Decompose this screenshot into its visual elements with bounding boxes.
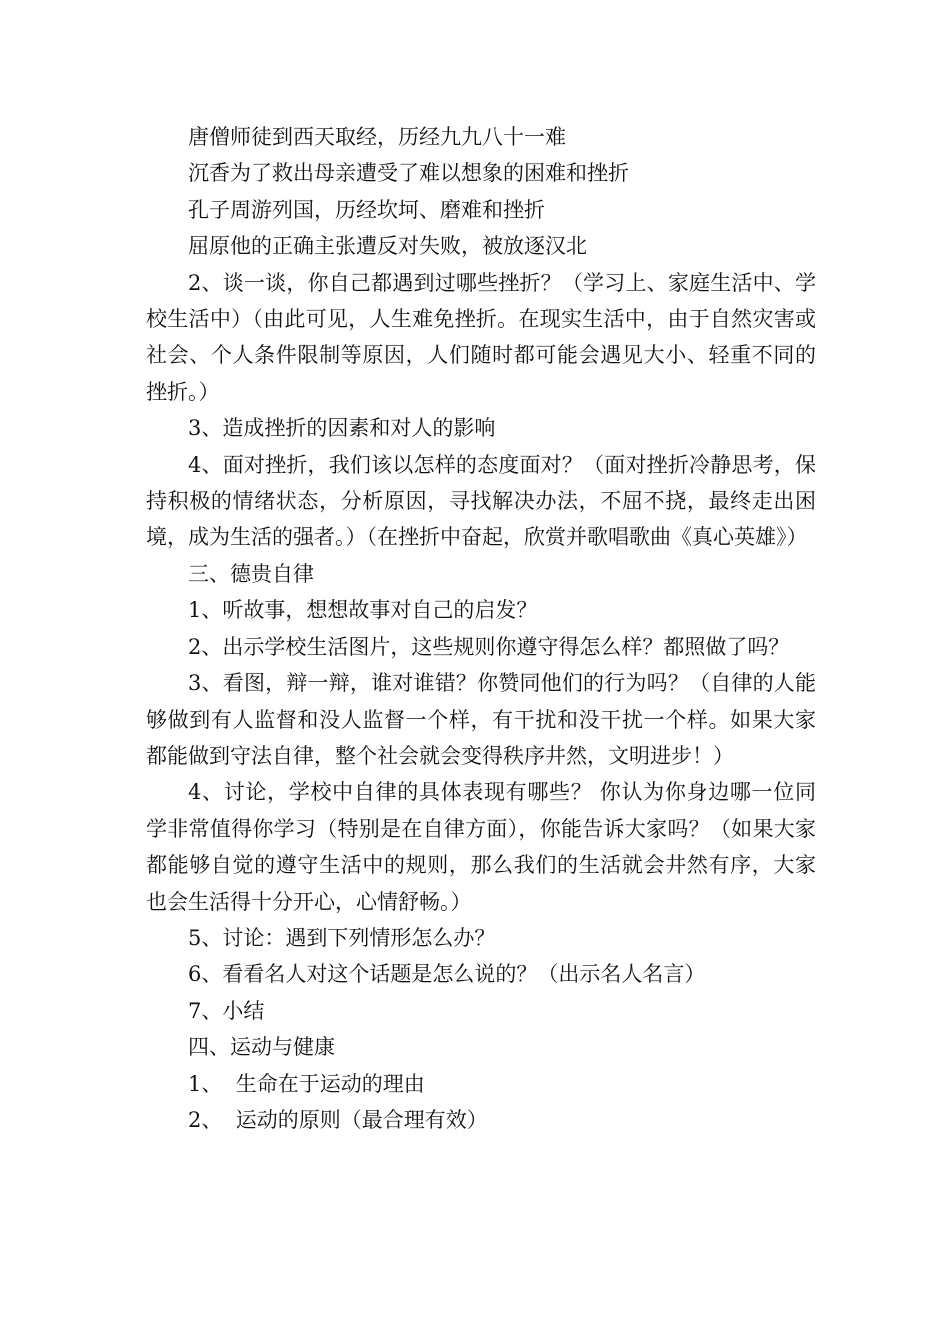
document-body (146, 119, 816, 1138)
paragraph-quyuan: 屈原他的正确主张遭反对失败，被放逐汉北 (188, 234, 587, 259)
paragraph-item-7-summary: 7、小结 (188, 998, 265, 1023)
paragraph-item-5-situations: 5、讨论：遇到下列情形怎么办？ (188, 925, 496, 950)
section-heading-sports-health: 四、运动与健康 (188, 1035, 335, 1060)
paragraph-item-1-reasons: 1、 生命在于运动的理由 (188, 1071, 425, 1096)
paragraph-item-4-discussion: 4、讨论，学校中自律的具体表现有哪些？ 你认为你身边哪一位同学非常值得你学习（特别是在自律方面），你能告诉大家吗？（如果大家都能够自觉的遵守生活中的规则，那么我们的生活就会井然有序，大家也会生活得十分开心，心情舒畅。） (146, 780, 816, 914)
paragraph-item-3-debate: 3、看图，辩一辩，谁对谁错？你赞同他们的行为吗？（自律的人能够做到有人监督和没人监督一个样，有干扰和没干扰一个样。如果大家都能做到守法自律，整个社会就会变得秩序井然，文明进步！） (146, 671, 816, 768)
paragraph-item-2-principles: 2、 运动的原则（最合理有效） (188, 1107, 488, 1132)
paragraph-tang-monk: 唐僧师徒到西天取经，历经九九八十一难 (188, 125, 566, 149)
paragraph-item-2-rules: 2、出示学校生活图片，这些规则你遵守得怎么样？都照做了吗？ (188, 634, 790, 659)
paragraph-item-2-setbacks: 2、谈一谈，你自己都遇到过哪些挫折？（学习上、家庭生活中、学校生活中）（由此可见，人生难免挫折。在现实生活中，由于自然灾害或社会、个人条件限制等原因，人们随时都可能会遇见大小、轻重不同的挫折。） (146, 270, 816, 404)
paragraph-item-3-factors: 3、造成挫折的因素和对人的影响 (188, 416, 496, 441)
paragraph-item-4-attitude: 4、面对挫折，我们该以怎样的态度面对？（面对挫折冷静思考，保持积极的情绪状态，分析原因，寻找解决办法，不屈不挠，最终走出困境，成为生活的强者。）（在挫折中奋起，欣赏并歌唱歌曲《真心英雄》） (146, 452, 816, 550)
paragraph-item-1-story: 1、听故事，想想故事对自己的启发？ (188, 598, 538, 623)
paragraph-confucius: 孔子周游列国，历经坎坷、磨难和挫折 (188, 197, 545, 222)
section-heading-self-discipline: 三、德贵自律 (188, 561, 314, 586)
paragraph-item-6-quotes: 6、看看名人对这个话题是怎么说的？（出示名人名言） (188, 962, 706, 987)
paragraph-chenxiang: 沉香为了救出母亲遭受了难以想象的困难和挫折 (188, 161, 629, 186)
